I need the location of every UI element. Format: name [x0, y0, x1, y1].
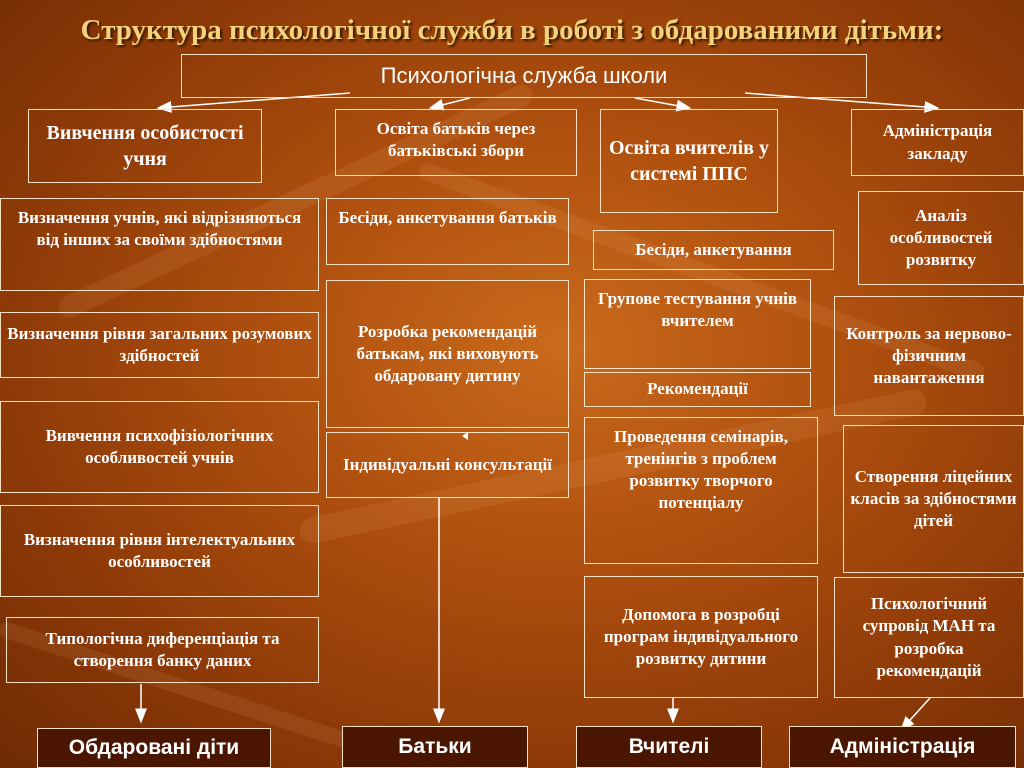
arrow-root-to-teachers [635, 98, 690, 108]
teachers-item: Групове тестування учнів вчителем [584, 279, 811, 369]
administration-header: Адміністрація закладу [851, 109, 1024, 176]
teachers-item: Допомога в розробці програм індивідуального розвитку дитини [584, 576, 818, 698]
teachers-header: Освіта вчителів у системі ППС [600, 109, 778, 213]
administration-item: Контроль за нервово-фізичним навантаження [834, 296, 1024, 416]
parents-item: Розробка рекомендацій батькам, які виховують обдаровану дитину [326, 280, 569, 428]
students-item: Визначення учнів, які відрізняються від інших за своїми здібностями [0, 198, 319, 291]
students-item: Вивчення психофізіологічних особливостей учнів [0, 401, 319, 493]
students-item: Визначення рівня інтелектуальних особливостей [0, 505, 319, 597]
administration-item: Створення ліцейних класів за здібностями дітей [843, 425, 1024, 573]
root-box: Психологічна служба школи [181, 54, 867, 98]
target-administration: Адміністрація [789, 726, 1016, 768]
students-header: Вивчення особистості учня [28, 109, 262, 183]
page-title: Структура психологічної служби в роботі з обдарованими дітьми: [80, 14, 944, 46]
parents-item: Індивідуальні консультації [326, 432, 569, 498]
target-gifted-children: Обдаровані діти [37, 728, 271, 768]
students-item: Типологічна диференціація та створення банку даних [6, 617, 319, 683]
administration-item: Аналіз особливостей розвитку [858, 191, 1024, 285]
students-item: Визначення рівня загальних розумових здібностей [0, 312, 319, 378]
teachers-item: Рекомендації [584, 372, 811, 407]
parents-header: Освіта батьків через батьківські збори [335, 109, 577, 176]
target-teachers: Вчителі [576, 726, 762, 768]
teachers-item: Проведення семінарів, тренінгів з проблем розвитку творчого потенціалу [584, 417, 818, 564]
parents-item: Бесіди, анкетування батьків [326, 198, 569, 265]
arrow-root-to-parents [430, 98, 470, 108]
administration-item: Психологічний супровід МАН та розробка рекомендацій [834, 577, 1024, 698]
teachers-item: Бесіди, анкетування [593, 230, 834, 270]
target-parents: Батьки [342, 726, 528, 768]
